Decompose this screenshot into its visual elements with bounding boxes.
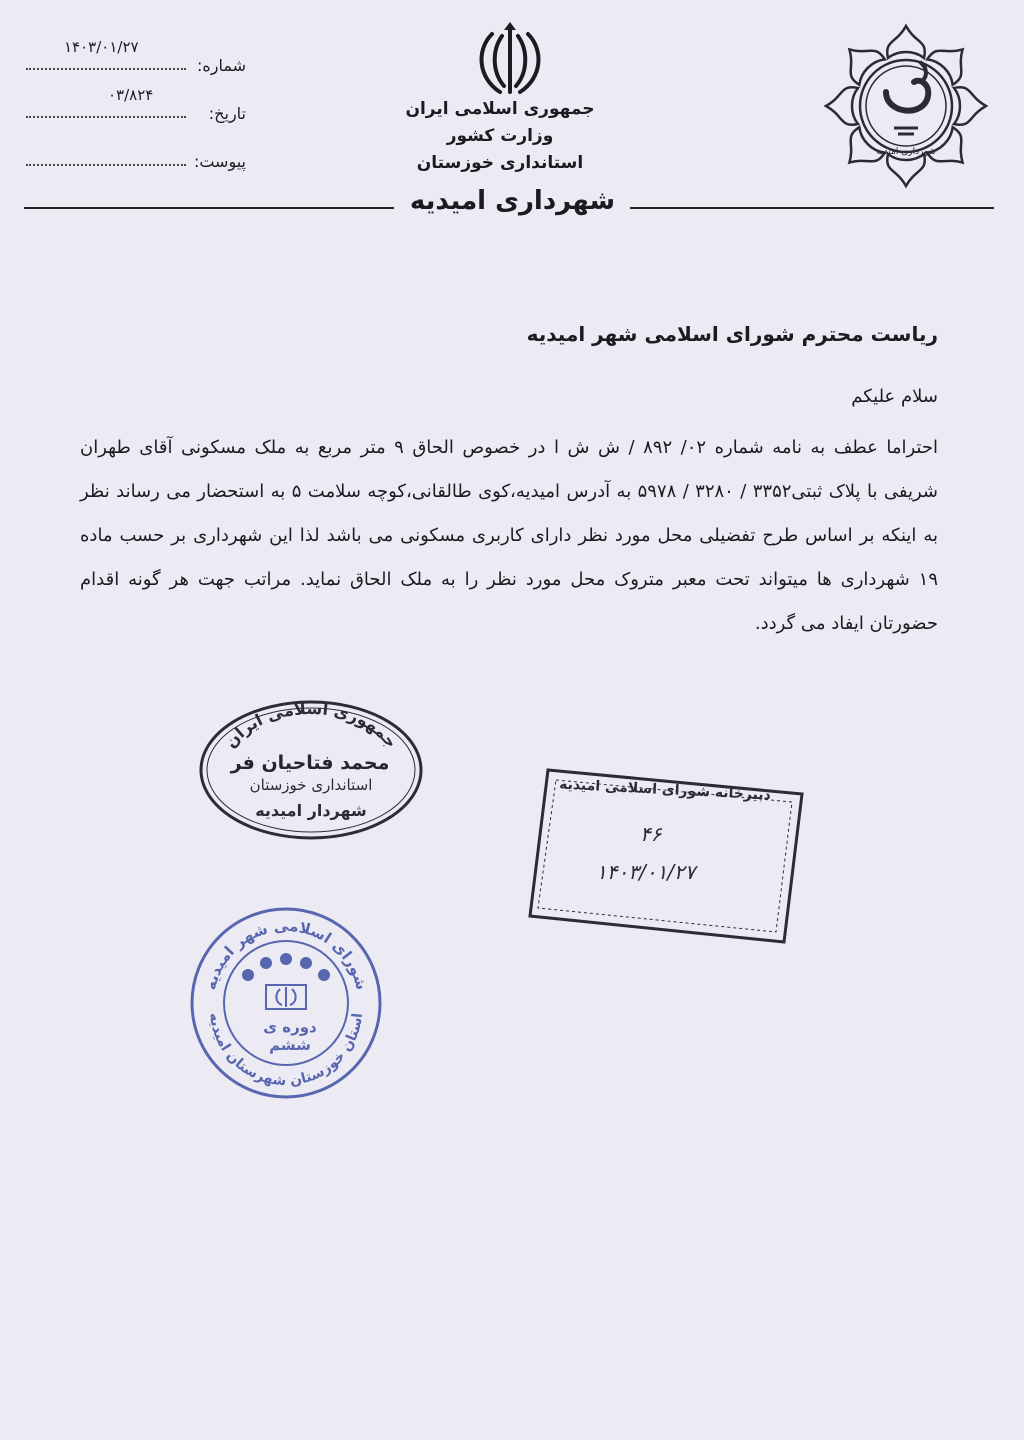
letter-greeting: سلام علیکم bbox=[851, 386, 938, 407]
attachment-dots bbox=[26, 164, 186, 166]
municipality-title: شهرداری امیدیه bbox=[409, 186, 616, 216]
issuer-header bbox=[380, 96, 620, 177]
number-label: شماره: bbox=[196, 56, 246, 75]
mayor-stamp-mid: استانداری خوزستان bbox=[249, 776, 373, 794]
header-line-governorate: استانداری خوزستان bbox=[416, 153, 584, 173]
city-council-stamp bbox=[188, 905, 384, 1101]
date-label: تاریخ: bbox=[208, 104, 246, 123]
svg-text:جمهوری اسلامی ایران bbox=[221, 699, 401, 752]
iran-emblem-icon bbox=[470, 20, 550, 100]
council-stamp-top: شورای اسلامی شهر امیدیه bbox=[201, 916, 371, 992]
number-dots bbox=[26, 68, 186, 70]
mayor-stamp-top: جمهوری اسلامی ایران bbox=[220, 698, 402, 752]
header-line-ministry: وزارت کشور bbox=[446, 126, 554, 146]
attachment-label: پیوست: bbox=[193, 152, 246, 171]
council-stamp-bottom: استان خوزستان شهرستان امیدیه bbox=[206, 1012, 366, 1090]
header-divider-right bbox=[630, 207, 994, 209]
registry-date: ۱۴۰۳/۰۱/۲۷ bbox=[596, 860, 696, 884]
header-divider-left bbox=[24, 207, 394, 209]
date-row bbox=[24, 86, 254, 134]
attachment-row bbox=[24, 134, 254, 182]
registry-stamp-title: دبیرخانه شورای اسلامی امیدیه bbox=[558, 776, 772, 804]
council-stamp-term: دوره ی ششم bbox=[263, 1018, 317, 1054]
number-value: ۱۴۰۳/۰۱/۲۷ bbox=[64, 38, 139, 56]
mayor-signature-name: محمد فتاحیان فر bbox=[230, 752, 390, 774]
registry-number: ۴۶ bbox=[640, 822, 662, 846]
letter-body: احتراما عطف به نامه شماره ۰۲/ ۸۹۲ / ش ش ا در خصوص الحاق ۹ متر مربع به ملک مسکونی آقای طهران شریفی با پلاک ثبتی۳۳۵۲ / ۳۲۸۰ / ۵۹۷۸ به آدرس امیدیه،کوی طالقانی،کوچه سلامت ۵ به استحضار می رساند نظر به اینکه بر اساس طرح تفضیلی محل مورد نظر دارای کاربری مسکونی می باشد لذا این شهرداری بر حسب ماده ۱۹ شهرداری ها میتواند تحت معبر متروک محل مورد نظر را به ملک الحاق نماید. مراتب جهت هر گونه اقدام حضورتان ایفاد می گردد. bbox=[80, 437, 938, 634]
svg-text:شهرداری امیدیه: شهرداری امیدیه bbox=[876, 147, 936, 157]
date-value: ۰۳/۸۲۴ bbox=[108, 86, 154, 104]
letter-meta bbox=[24, 38, 254, 182]
letter-recipient: ریاست محترم شورای اسلامی شهر امیدیه bbox=[526, 322, 938, 346]
municipality-logo-icon bbox=[824, 22, 988, 190]
number-row bbox=[24, 38, 254, 86]
date-dots bbox=[26, 116, 186, 118]
mayor-stamp-bottom: شهردار امیدیه bbox=[255, 801, 367, 820]
header-line-republic: جمهوری اسلامی ایران bbox=[405, 99, 595, 119]
